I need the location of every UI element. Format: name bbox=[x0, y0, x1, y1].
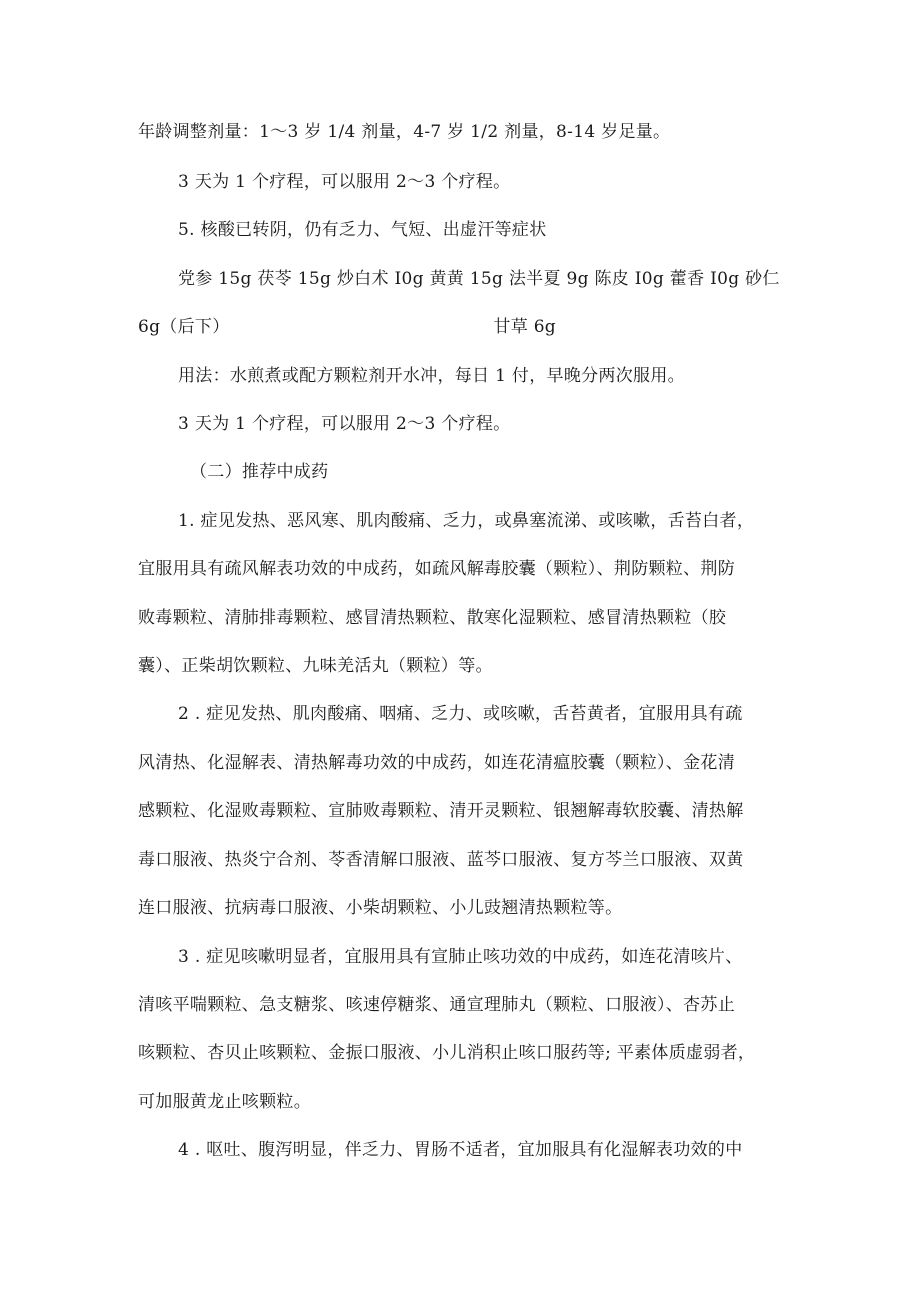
gancao-dose: 甘草 6g bbox=[493, 317, 556, 337]
para3-line4: 可加服黄龙止咳颗粒。 bbox=[138, 1092, 311, 1112]
usage-line: 用法：水煎煮或配方颗粒剂开水冲，每日 1 付，早晚分两次服用。 bbox=[178, 366, 685, 386]
dosage-age-line: 年龄调整剂量：1～3 岁 1/4 剂量，4-7 岁 1/2 剂量，8-14 岁足量。 bbox=[138, 122, 671, 142]
sharen-note: 6g（后下） bbox=[138, 317, 230, 337]
course-line-1: 3 天为 1 个疗程，可以服用 2～3 个疗程。 bbox=[178, 172, 511, 192]
para2-line2: 风清热、化湿解表、清热解毒功效的中成药，如连花清瘟胶囊（颗粒）、金花清 bbox=[138, 753, 735, 773]
para1-line4: 囊）、正柴胡饮颗粒、九味羌活丸（颗粒）等。 bbox=[138, 656, 493, 676]
para3-line2: 清咳平喘颗粒、急支糖浆、咳速停糖浆、通宣理肺丸（颗粒、口服液）、杏苏止 bbox=[138, 995, 735, 1015]
para2-line1: 2 . 症见发热、肌肉酸痛、咽痛、乏力、或咳嗽，舌苔黄者，宜服用具有疏 bbox=[178, 704, 743, 724]
para3-line1: 3 . 症见咳嗽明显者，宜服用具有宣肺止咳功效的中成药，如连花清咳片、 bbox=[178, 947, 743, 967]
para1-line1: 1. 症见发热、恶风寒、肌肉酸痛、乏力，或鼻塞流涕、或咳嗽，舌苔白者， bbox=[178, 511, 755, 531]
para4-line1: 4 . 呕吐、腹泻明显，伴乏力、胃肠不适者，宜加服具有化湿解表功效的中 bbox=[178, 1140, 743, 1160]
para2-line4: 毒口服液、热炎宁合剂、苓香清解口服液、蓝芩口服液、复方芩兰口服液、双黄 bbox=[138, 850, 744, 870]
prescription-line-cont bbox=[138, 316, 788, 338]
para3-line3: 咳颗粒、杏贝止咳颗粒、金振口服液、小儿消积止咳口服药等; 平素体质虚弱者， bbox=[138, 1043, 756, 1063]
para1-line3: 败毒颗粒、清肺排毒颗粒、感冒清热颗粒、散寒化湿颗粒、感冒清热颗粒（胶 bbox=[138, 608, 727, 628]
prescription-line: 党参 15g 茯苓 15g 炒白术 I0g 黄黄 15g 法半夏 9g 陈皮 I0g 藿香 I0g 砂仁 bbox=[178, 269, 780, 289]
section-heading: （二）推荐中成药 bbox=[190, 462, 329, 482]
para2-line3: 感颗粒、化湿败毒颗粒、宣肺败毒颗粒、清开灵颗粒、银翘解毒软胶囊、清热解 bbox=[138, 801, 744, 821]
course-line-2: 3 天为 1 个疗程，可以服用 2～3 个疗程。 bbox=[178, 414, 511, 434]
item-5-heading: 5. 核酸已转阴，仍有乏力、气短、出虚汗等症状 bbox=[178, 220, 547, 240]
para2-line5: 连口服液、抗病毒口服液、小柴胡颗粒、小儿豉翘清热颗粒等。 bbox=[138, 898, 623, 918]
para1-line2: 宜服用具有疏风解表功效的中成药，如疏风解毒胶囊（颗粒）、荆防颗粒、荆防 bbox=[138, 559, 735, 579]
